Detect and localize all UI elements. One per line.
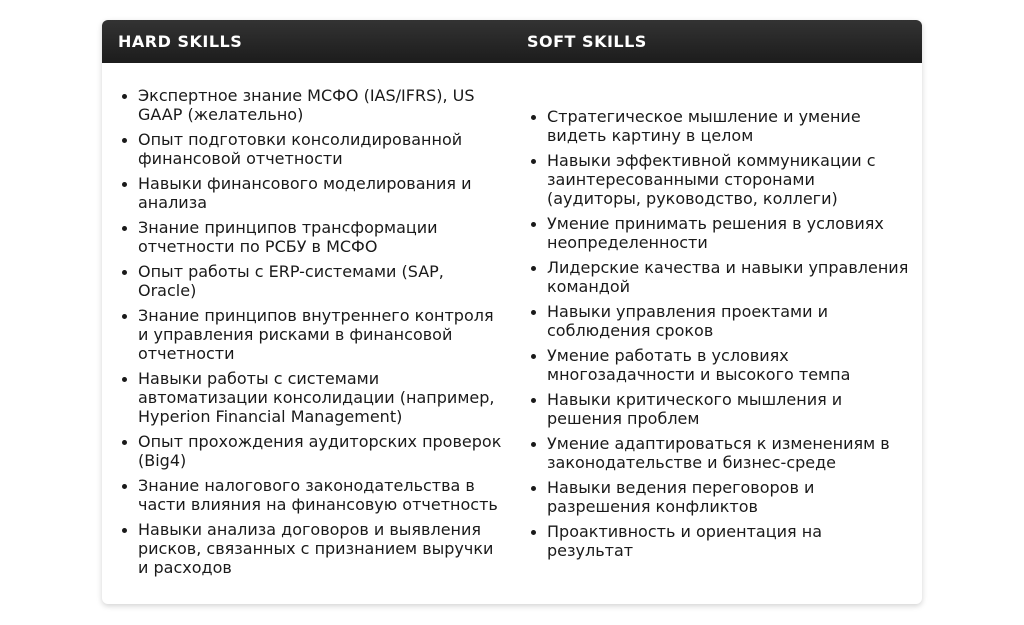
hard-skill-item: • Навыки работы с системами автоматизации консолидации (например, Hyperion Financial Management): [138, 369, 504, 426]
soft-skill-item: • Проактивность и ориентация на результат: [547, 522, 910, 560]
hard-skills-title: HARD SKILLS: [118, 32, 243, 51]
skills-table: [102, 20, 922, 604]
soft-skill-item: • Умение работать в условиях многозадачности и высокого темпа: [547, 346, 910, 384]
soft-skill-item: • Стратегическое мышление и умение видеть картину в целом: [547, 107, 910, 145]
soft-skill-item: • Навыки управления проектами и соблюдения сроков: [547, 302, 910, 340]
soft-skill-item: • Умение адаптироваться к изменениям в законодательстве и бизнес-среде: [547, 434, 910, 472]
hard-skill-item: • Опыт работы с ERP-системами (SAP, Oracle): [138, 262, 504, 300]
hard-skill-item: • Опыт подготовки консолидированной финансовой отчетности: [138, 130, 504, 168]
soft-skill-item: • Умение принимать решения в условиях неопределенности: [547, 214, 910, 252]
hard-skill-item: • Навыки анализа договоров и выявления рисков, связанных с признанием выручки и расходов: [138, 520, 504, 577]
soft-skills-list: [527, 107, 910, 560]
hard-skills-column: [102, 63, 512, 604]
soft-skill-item: • Навыки эффективной коммуникации с заинтересованными сторонами (аудиторы, руководство, коллеги): [547, 151, 910, 208]
hard-skill-item: • Знание принципов трансформации отчетности по РСБУ в МСФО: [138, 218, 504, 256]
hard-skill-item: • Опыт прохождения аудиторских проверок (Big4): [138, 432, 504, 470]
hard-skill-item: • Экспертное знание МСФО (IAS/IFRS), US GAAP (желательно): [138, 86, 504, 124]
hard-skill-item: • Навыки финансового моделирования и анализа: [138, 174, 504, 212]
hard-skill-item: • Знание налогового законодательства в части влияния на финансовую отчетность: [138, 476, 504, 514]
soft-skill-item: • Навыки критического мышления и решения проблем: [547, 390, 910, 428]
soft-skill-item: • Навыки ведения переговоров и разрешения конфликтов: [547, 478, 910, 516]
soft-skills-column: [512, 63, 922, 604]
hard-skill-item: • Знание принципов внутреннего контроля и управления рисками в финансовой отчетности: [138, 306, 504, 363]
table-header: [102, 20, 922, 63]
soft-skills-title: SOFT SKILLS: [527, 32, 647, 51]
hard-skills-list: [118, 86, 504, 577]
table-body: [102, 63, 922, 604]
soft-skill-item: • Лидерские качества и навыки управления командой: [547, 258, 910, 296]
